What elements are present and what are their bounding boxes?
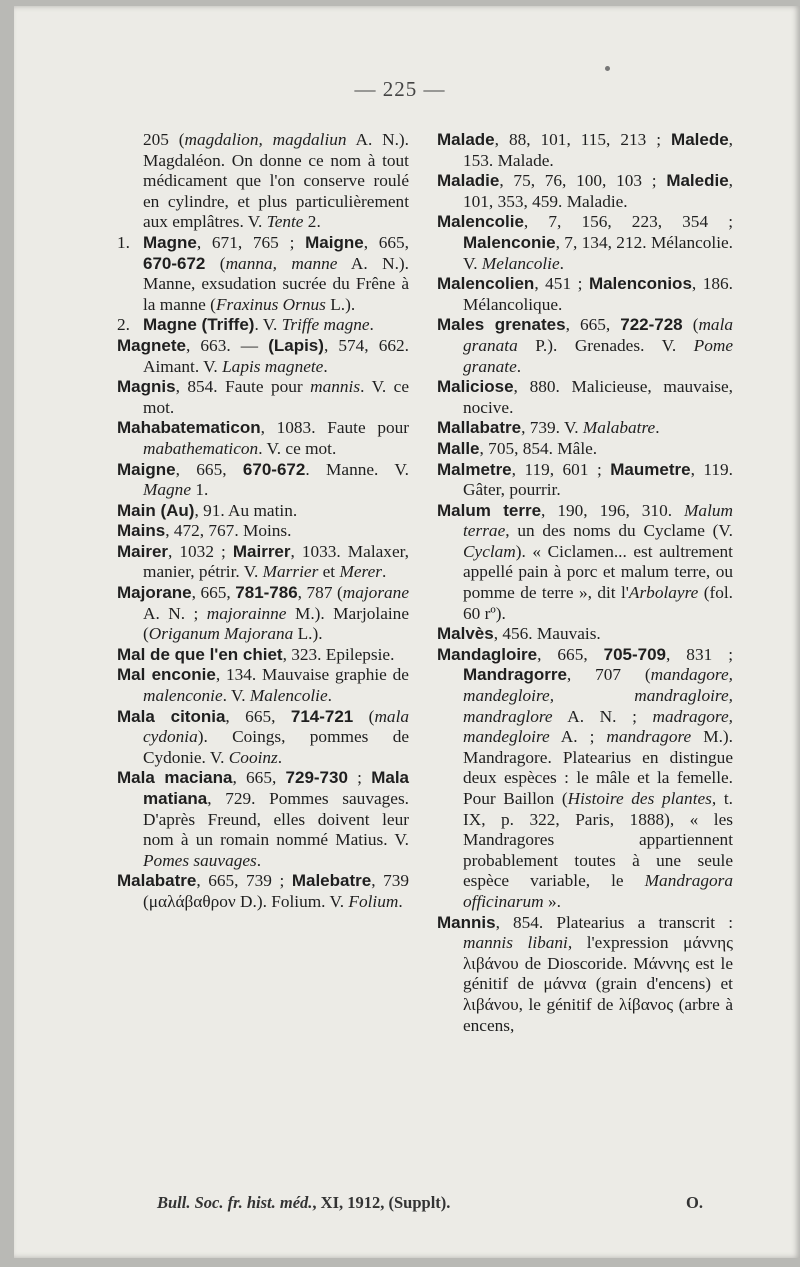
entry-text: , 665,: [537, 644, 604, 664]
headword: Main (Au): [117, 500, 195, 520]
entry-text: , 729. Pommes sauvages. D'après Freund, elles doivent leur nom à un romain nommé Matius. V.: [143, 789, 409, 850]
headword: Maledie: [666, 171, 729, 191]
headword: Mahabatematicon: [117, 418, 261, 438]
entry-text: , 665, 739 ;: [196, 871, 292, 891]
entry-text: .: [381, 562, 387, 582]
entry-text: , 574, 662. Aimant. V.: [143, 335, 409, 376]
italic-text: Pome granate: [463, 335, 733, 376]
left-column: [117, 130, 409, 913]
entry-text: , 1033. Malaxer, manier, pétrir. V.: [143, 541, 409, 582]
italic-text: Malabatre: [582, 418, 656, 438]
headword: Malum terre: [437, 500, 542, 520]
glossary-entry: [117, 665, 409, 706]
italic-text: Melancolie: [481, 253, 560, 273]
headword: Malenconie: [463, 232, 556, 252]
glossary-entry: [437, 212, 733, 274]
entry-text: , 665,: [232, 768, 286, 788]
entry-text: 1.: [191, 480, 209, 500]
right-column: [437, 130, 733, 1036]
glossary-entry: [117, 871, 409, 912]
headword: Mairer: [117, 541, 169, 561]
italic-text: mandragore: [606, 727, 692, 747]
entry-text: , 663. —: [185, 335, 269, 355]
entry-text: et: [318, 562, 340, 582]
entry-text: (fol. 60 rº).: [463, 583, 733, 623]
entry-text: , 190, 196, 310.: [541, 500, 685, 520]
headword: Magnete: [117, 335, 186, 355]
entry-text: , 854. Platearius a transcrit :: [495, 912, 733, 932]
entry-text: , 665,: [225, 706, 291, 726]
entry-text: . V.: [222, 686, 250, 706]
entry-text: A. N. ;: [552, 706, 653, 726]
entry-text: , 739. V.: [521, 418, 583, 438]
headword: Males grenates: [437, 315, 566, 335]
headword: Mandragorre: [463, 665, 567, 685]
headword: Mala citonia: [117, 706, 226, 726]
footer-journal: Bull. Soc. fr. hist. méd.: [157, 1193, 313, 1212]
glossary-entry: [437, 274, 733, 315]
italic-text: mannis libani: [463, 933, 568, 953]
glossary-entry: [437, 315, 733, 377]
headword: Majorane: [117, 583, 192, 603]
entry-text: , t. IX, p. 322, Paris, 1888), « les Mandragores appartiennent probablement toutes à une seule espèce variable, le: [463, 789, 733, 891]
entry-text: .: [327, 686, 332, 706]
glossary-entry: [117, 460, 409, 501]
headword: 781-786: [235, 583, 298, 603]
entry-text: , 186. Mélancolique.: [463, 274, 733, 314]
entry-text: , un des noms du Cyclame (V.: [505, 521, 733, 541]
glossary-entry: [437, 171, 733, 212]
page-number: — 225 —: [354, 77, 446, 101]
entry-text: , 1032 ;: [168, 541, 233, 561]
italic-text: Marrier: [262, 562, 319, 582]
entry-text: ;: [347, 768, 372, 788]
entry-text: , 880. Malicieuse, mauvaise, nocive.: [463, 377, 733, 417]
entry-text: ».: [543, 891, 561, 911]
entry-text: . Manne. V.: [305, 459, 409, 479]
italic-text: Mandragora officinarum: [463, 871, 733, 911]
headword: Maigne: [305, 232, 364, 252]
italic-text: malenconie: [143, 686, 223, 706]
headword: Mains: [117, 521, 166, 541]
glossary-entry: [117, 645, 409, 666]
headword: 729-730: [285, 768, 348, 788]
headword: Malvès: [437, 624, 494, 644]
italic-text: Malencolie: [249, 686, 328, 706]
entry-text: , 739 (μαλάβαθρον D.). Folium. V.: [143, 871, 410, 911]
headword: Mala maciana: [117, 768, 233, 788]
entry-text: , 831 ;: [666, 644, 733, 664]
italic-text: Lapis magnete: [222, 356, 324, 376]
italic-text: majorainne: [206, 603, 287, 623]
italic-text: mandagore, mandegloire, mandragloire, mandraglore: [463, 665, 733, 726]
glossary-entry: [117, 315, 409, 336]
italic-text: Cyclam: [463, 541, 516, 561]
entry-text: (: [205, 253, 226, 273]
glossary-entry: [117, 768, 409, 871]
italic-text: Tente: [266, 212, 304, 232]
italic-text: Histoire des plantes: [567, 789, 712, 808]
entry-text: , 854. Faute pour: [175, 377, 311, 397]
glossary-entry: [437, 913, 733, 1037]
glossary-entry: [117, 130, 409, 233]
entry-text: .: [398, 891, 403, 911]
entry-text: , 665,: [565, 315, 621, 335]
headword: Malebatre: [291, 871, 372, 891]
glossary-entry: [117, 542, 409, 583]
italic-text: Arbolayre: [628, 583, 699, 603]
entry-text: L.).: [325, 294, 356, 314]
headword: Mala matiana: [143, 768, 409, 808]
entry-text: .: [655, 418, 660, 438]
glossary-entry: [437, 501, 733, 625]
entry-text: , 472, 767. Moins.: [165, 521, 292, 541]
italic-text: mannis: [310, 377, 361, 397]
entry-text: . V. ce mot.: [143, 377, 409, 417]
entry-text: A. N.). Manne, exsudation sucrée du Frêne à la manne (: [143, 253, 409, 314]
entry-text: , 456. Mauvais.: [493, 624, 601, 644]
italic-text: mala cydonia: [143, 706, 410, 747]
entry-number: 1.: [117, 232, 130, 252]
entry-text: M.). Mandragore. Platearius en distingue deux espèces : le mâle et la femelle. Pour Baillon (: [463, 727, 733, 808]
entry-text: , 665,: [363, 232, 409, 252]
headword: Maumetre: [610, 459, 691, 479]
italic-text: mala granata: [463, 315, 734, 355]
headword: Magne (Triffe): [143, 315, 255, 335]
glossary-entry: [117, 377, 409, 418]
entry-text: , 707 (: [566, 665, 651, 685]
headword: 714-721: [290, 706, 354, 726]
headword: Mandagloire: [437, 644, 538, 664]
entry-text: A. N.). Magdaléon. On donne ce nom à tout médicament que l'on conserve roulé en cylindre, et plus particulièrement aux emplâtres. V.: [143, 130, 409, 232]
headword: 722-728: [620, 315, 683, 335]
italic-text: Pomes sauvages: [143, 850, 257, 870]
headword: Maigne: [117, 459, 176, 479]
entry-text: , 134. Mauvaise graphie de: [215, 665, 409, 685]
headword: Mairrer: [232, 541, 291, 561]
entry-text: , 88, 101, 115, 213 ;: [494, 130, 672, 149]
entry-text: .: [256, 850, 262, 870]
headword: Maliciose: [437, 377, 514, 397]
italic-text: madragore, mandegloire: [463, 706, 733, 747]
entry-text: , 119. Gâter, pourrir.: [463, 459, 733, 500]
entry-text: , 671, 765 ;: [196, 232, 306, 252]
entry-text: .: [323, 356, 328, 376]
italic-text: Cooinz: [228, 747, 278, 767]
entry-text: , 91. Au matin.: [194, 500, 298, 520]
headword: Malmetre: [437, 459, 512, 479]
entry-text: , 75, 76, 100, 103 ;: [499, 171, 667, 191]
entry-text: (: [353, 706, 375, 726]
entry-text: .: [369, 315, 374, 335]
entry-number: 2.: [117, 315, 130, 335]
italic-text: Merer: [339, 562, 382, 582]
entry-text: . V. ce mot.: [258, 438, 337, 458]
glossary-entry: [437, 645, 733, 913]
headword: Malencolie: [437, 212, 524, 232]
entry-text: , 1083. Faute pour: [260, 418, 409, 438]
entry-text: .: [559, 253, 564, 273]
entry-text: , 323. Epilepsie.: [282, 644, 395, 664]
entry-text: 2.: [303, 212, 321, 232]
glossary-entry: [117, 336, 409, 377]
glossary-entry: [437, 377, 733, 418]
headword: Malade: [437, 130, 495, 149]
entry-text: ). « Ciclamen... est aultrement appellé pain à porc et malum terre, ou pomme de terre », dit l': [463, 541, 733, 603]
entry-text: A. ;: [549, 727, 607, 747]
glossary-entry: [437, 130, 733, 171]
headword: 670-672: [143, 253, 206, 273]
headword: Malencolien: [437, 274, 535, 294]
glossary-entry: [117, 707, 409, 769]
speck-mark: [605, 66, 610, 71]
headword: Mallabatre: [437, 418, 522, 438]
headword: (Lapis): [268, 335, 324, 355]
entry-text: 205 (: [143, 130, 185, 149]
footer-citation: [157, 1193, 450, 1213]
entry-text: M.). Marjolaine (: [143, 603, 409, 644]
entry-text: , 787 (: [297, 583, 343, 603]
headword: Mannis: [437, 912, 496, 932]
italic-text: Origanum Majorana: [148, 624, 294, 644]
entry-text: , 101, 353, 459. Maladie.: [463, 171, 733, 211]
entry-text: , l'expression μάννης λιβάνου de Dioscoride. Μάννης est le génitif de μάννα (grain d'encens) et λιβάνου, le génitif de λίβανος (arbre à encens,: [463, 933, 733, 1035]
glossary-entry: [117, 418, 409, 459]
entry-text: L.).: [293, 624, 323, 644]
italic-text: Fraxinus Ornus: [215, 294, 326, 314]
entry-text: P.). Grenades. V.: [517, 335, 694, 355]
glossary-entry: [437, 418, 733, 439]
entry-text: A. N. ;: [143, 603, 207, 623]
italic-text: manna, manne: [225, 253, 338, 273]
headword: Malle: [437, 438, 480, 458]
headword: 705-709: [603, 644, 667, 664]
entry-text: , 119, 601 ;: [511, 459, 611, 479]
entry-text: , 7, 156, 223, 354 ;: [523, 212, 733, 232]
headword: Magne: [143, 232, 197, 252]
entry-text: ). Coings, pommes de Cydonie. V.: [143, 727, 409, 767]
entry-text: , 7, 134, 212. Mélancolie. V.: [463, 232, 733, 273]
headword: 670-672: [242, 459, 306, 479]
entry-text: , 665,: [191, 583, 236, 603]
entry-text: , 665,: [175, 459, 243, 479]
headword: Malede: [671, 130, 729, 149]
glossary-entry: [437, 624, 733, 645]
entry-text: , 451 ;: [534, 274, 589, 294]
entry-text: .: [516, 356, 522, 376]
italic-text: Magne: [143, 480, 191, 500]
italic-text: Triffe magne: [281, 315, 370, 335]
italic-text: Folium: [348, 891, 399, 911]
headword: Mal de que l'en chiet: [117, 644, 283, 664]
footer-rest: , XI, 1912, (Supplt).: [312, 1193, 451, 1212]
glossary-entry: [117, 521, 409, 542]
headword: Maladie: [437, 171, 500, 191]
entry-text: (: [682, 315, 699, 335]
italic-text: mabathematicon: [143, 438, 259, 458]
signature-mark: O.: [686, 1193, 703, 1212]
glossary-entry: [117, 501, 409, 522]
italic-text: magdalion, magdaliun: [184, 130, 347, 149]
entry-text: , 153. Malade.: [463, 130, 733, 170]
headword: Malenconios: [588, 274, 692, 294]
entry-text: . V.: [254, 315, 282, 335]
italic-text: Malum terrae: [463, 500, 733, 541]
headword: Mal enconie: [117, 665, 216, 685]
glossary-entry: [437, 439, 733, 460]
italic-text: majorane: [342, 583, 409, 603]
entry-text: , 705, 854. Mâle.: [479, 438, 598, 458]
headword: Magnis: [117, 377, 176, 397]
glossary-entry: [117, 233, 409, 315]
glossary-entry: [117, 583, 409, 645]
glossary-entry: [437, 460, 733, 501]
entry-text: .: [277, 747, 283, 767]
headword: Malabatre: [117, 871, 197, 891]
